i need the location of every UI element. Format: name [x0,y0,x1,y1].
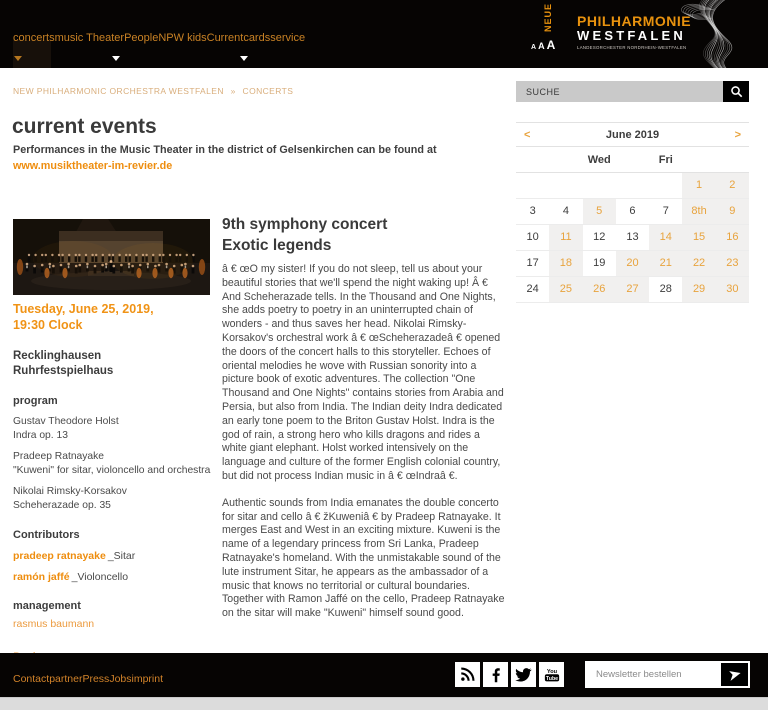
chevron-down-icon[interactable] [14,56,22,61]
font-size-control-2[interactable]: A [538,41,545,51]
calendar-day-22[interactable]: 22 [682,251,715,276]
calendar-week-row [516,225,749,251]
contributors-heading: Contributors [13,529,80,541]
program-entry [13,485,216,512]
program-list [13,415,216,512]
program-composer: Pradeep Ratnayake [13,451,105,462]
calendar-day-21[interactable]: 21 [649,251,682,276]
calendar-day-12: 12 [593,231,606,243]
calendar-week-row [516,199,749,225]
nav-item-people[interactable]: People [124,32,159,44]
breadcrumb [13,86,293,96]
contributor-role: _Sitar [107,550,136,562]
calendar-weekday-row [516,147,749,173]
calendar-day-28: 28 [659,283,672,295]
calendar-weekday-fri: Fri [658,153,673,166]
program-composer: Nikolai Rimsky-Korsakov [13,486,127,497]
nav-item-current[interactable]: Current [206,32,244,44]
chevron-down-icon[interactable] [112,56,120,61]
calendar-next-button[interactable]: > [734,128,741,141]
nav-item-service[interactable]: service [270,32,306,44]
event-city: Recklinghausen [13,350,102,362]
calendar-day-14[interactable]: 14 [649,225,682,250]
logo-title-line1[interactable]: PHILHARMONIE [577,13,692,29]
calendar-day-2[interactable]: 2 [716,173,749,198]
calendar-day-26[interactable]: 26 [583,277,616,302]
program-work: Indra op. 13 [13,429,68,441]
send-icon [728,668,742,682]
program-heading: program [13,395,58,407]
calendar-day-empty [583,173,616,198]
calendar-day-5[interactable]: 5 [583,199,616,224]
font-size-control-3[interactable]: A [546,38,556,52]
calendar-day-16[interactable]: 16 [716,225,749,250]
breadcrumb-root[interactable]: NEW PHILHARMONIC ORCHESTRA WESTFALEN [13,86,224,96]
calendar-day-17: 17 [526,257,539,269]
event-date [13,302,216,333]
breadcrumb-current[interactable]: CONCERTS [242,86,294,96]
search-button[interactable] [723,81,749,102]
footer-link-contact[interactable]: Contact [13,673,50,685]
management-heading: management [13,600,81,612]
article [222,215,507,634]
calendar-day-1[interactable]: 1 [682,173,715,198]
article-title-line2: Exotic legends [222,236,332,254]
calendar-day-8th[interactable]: 8th [682,199,715,224]
program-entry [13,450,216,477]
nav-item-music-theater[interactable]: music Theater [54,32,125,44]
calendar-day-24: 24 [526,283,539,295]
logo-title-line2[interactable]: WESTFALEN [577,28,686,43]
calendar-month-label: June 2019 [605,128,660,141]
intro-text-plain: Performances in the Music Theater in the district of Gelsenkirchen can be found at [13,144,437,156]
calendar-day-30[interactable]: 30 [716,277,749,302]
chevron-down-icon[interactable] [240,56,248,61]
calendar [516,122,749,303]
nav-item-npw-kids[interactable]: NPW kids [158,32,207,44]
logo-subtitle: LANDESORCHESTER NORDRHEIN-WESTFALEN [577,46,687,51]
calendar-header [516,123,749,147]
calendar-day-23[interactable]: 23 [716,251,749,276]
footer-link-partner[interactable]: partner [49,673,83,685]
search-bar [516,81,749,102]
calendar-weekday-wed: Wed [587,153,611,166]
calendar-day-15[interactable]: 15 [682,225,715,250]
contributor-role: _Violoncello [71,571,129,583]
event-date-line2: 19:30 Clock [13,317,83,332]
calendar-day-11[interactable]: 11 [549,225,582,250]
calendar-day-empty [649,173,682,198]
calendar-prev-button[interactable]: < [524,128,531,141]
bottom-strip [0,697,768,710]
contributor-name-link[interactable]: ramón jaffé [13,571,70,583]
contributor-row [13,571,216,583]
youtube-icon[interactable] [539,662,564,687]
header [0,0,768,68]
page-title: current events [12,115,157,138]
calendar-day-3: 3 [529,205,536,217]
calendar-day-4: 4 [562,205,569,217]
rss-icon[interactable] [455,662,480,687]
calendar-day-27[interactable]: 27 [616,277,649,302]
calendar-day-empty [616,173,649,198]
event-venue-name: Ruhrfestspielhaus [13,364,114,377]
search-icon [730,85,743,98]
nav-item-concerts[interactable]: concerts [13,32,55,44]
calendar-day-20[interactable]: 20 [616,251,649,276]
contributor-row [13,550,216,562]
search-input[interactable] [516,81,723,102]
svg-text:Tube: Tube [545,675,558,682]
footer-link-jobs[interactable]: Jobs [109,673,132,685]
calendar-week-row [516,173,749,199]
calendar-day-25[interactable]: 25 [549,277,582,302]
facebook-icon[interactable] [483,662,508,687]
management-name[interactable]: rasmus baumann [13,618,95,630]
nav-item-cards[interactable]: cards [243,32,271,44]
social-icons [455,662,564,687]
calendar-grid [516,173,749,303]
footer-link-press[interactable]: Press [82,673,110,685]
article-paragraph: Authentic sounds from India emanates the double concerto for sitar and cello â € žKuweniâ € by Pradeep Ratnayake. It merges East and West in an exciting mixture. Kuweni is the name of a legendary princess from Sri Lanka, Pradeep Ratnayake's homeland. With the unmistakable sound of the lute instrument Sitar, he appears as the ambassador of a music that knows no territorial or cultural boundaries. Together with Ramon Jaffé on the cello, Pradeep Ratnayake on the sitar will make "Kuweni" himself sound good. [222,496,505,620]
calendar-day-empty [516,173,549,198]
main-nav [13,28,305,46]
program-work: "Kuweni" for sitar, violoncello and orchestra [13,464,211,476]
contributors-list [13,550,216,583]
calendar-day-7: 7 [662,205,669,217]
program-entry [13,415,216,442]
event-date-line1: Tuesday, June 25, 2019, [13,302,154,316]
calendar-week-row [516,277,749,303]
footer-link-imprint[interactable]: imprint [131,673,164,685]
newsletter-submit-button[interactable] [721,663,748,686]
calendar-day-6: 6 [629,205,636,217]
calendar-day-29[interactable]: 29 [682,277,715,302]
calendar-day-13: 13 [626,231,639,243]
calendar-day-18[interactable]: 18 [549,251,582,276]
logo-vertical-text: NEUE [543,2,553,32]
font-size-controls [531,36,557,54]
event-venue [13,349,216,378]
calendar-day-9[interactable]: 9 [716,199,749,224]
article-title-line1: 9th symphony concert [222,216,388,233]
breadcrumb-separator: » [230,86,236,96]
intro-text [13,143,519,174]
program-composer: Gustav Theodore Holst [13,416,119,427]
newsletter-input[interactable] [587,663,721,686]
footer-links [13,669,163,687]
calendar-day-19: 19 [593,257,606,269]
calendar-day-10: 10 [526,231,539,243]
twitter-icon[interactable] [511,662,536,687]
calendar-week-row [516,251,749,277]
footer [0,653,768,697]
svg-text:You: You [546,668,557,675]
intro-link[interactable]: www.musiktheater-im-revier.de [13,159,173,172]
newsletter-widget [585,661,750,688]
article-title [222,215,507,256]
orchestra-photo [13,219,210,295]
contributor-name-link[interactable]: pradeep ratnayake [13,550,106,562]
calendar-day-empty [549,173,582,198]
threads-artwork [628,0,768,68]
font-size-control-1[interactable]: A [531,44,537,51]
program-work: Scheherazade op. 35 [13,499,111,511]
article-body [222,263,507,621]
event-details-column [13,219,216,664]
article-paragraph: â € œO my sister! If you do not sleep, tell us about your beautiful stories that we'll spend the night waking up! Â € And Scheherazade tells. In the Thousand and One Nights, she adds poetry to poetry in an uninterrupted chain of wonders - and thus saves her head. Nikolai Rimsky-Korsakov's orchestral work â € œScheherazadeâ € opened the doors of the concert halls to this storyteller. Echoes of oriental melodies he wove with Russian sonority into a picture book of exotic adventures. The collection "One Thousand and One Nights" contains stories from Arabia and Persia, but also from India. The Indian deity Indra dedicated an early tone poem to the Briton Gustav Holst. Indra is the god of rain, a strong hero who kills dragons and rides a white giant elephant. Holst worked intensively on the language and culture of the former English colonial country, but did not process Indian music in â € œIndraâ €. [222,263,504,482]
